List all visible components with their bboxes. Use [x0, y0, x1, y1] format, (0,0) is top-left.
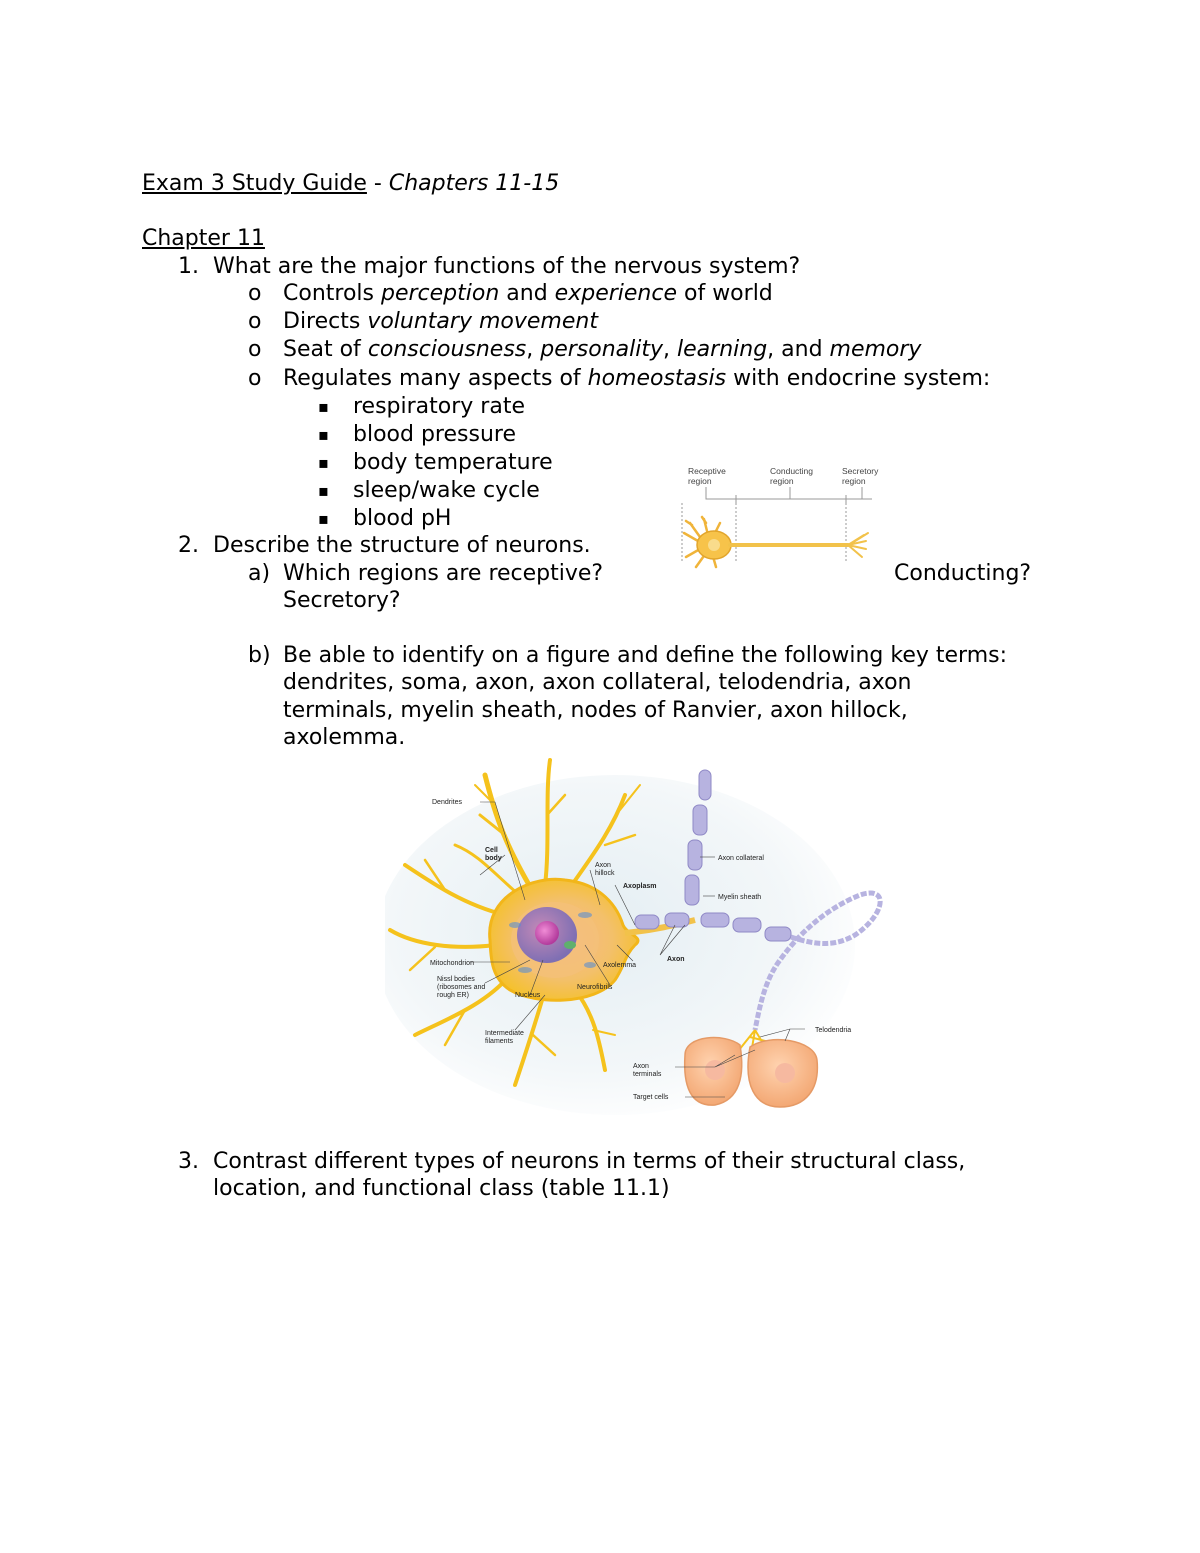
neuron-regions-figure [676, 463, 888, 593]
emphasized-term: consciousness [367, 337, 527, 362]
q2a-label: a) [248, 561, 271, 586]
axon-hillock-label-2: hillock [595, 870, 615, 877]
q1-bullet-marker: o [248, 337, 262, 362]
q1-subbullet-marker: ▪ [318, 425, 329, 444]
cell-body-label: Cell [485, 847, 498, 854]
q1-bullet-marker: o [248, 309, 262, 334]
q1-subbullet-marker: ▪ [318, 397, 329, 416]
secretory-region-label: Secretory [842, 466, 879, 476]
q1-subbullet-marker: ▪ [318, 509, 329, 528]
q1-subbullet-item: respiratory rate [353, 394, 525, 419]
q1-subbullet-item: sleep/wake cycle [353, 478, 540, 503]
myelin-sheath-label: Myelin sheath [718, 894, 762, 901]
item-text: of world [677, 281, 773, 306]
item-text: Seat of [283, 337, 368, 362]
emphasized-term: perception [380, 281, 500, 306]
q3-line-2: location, and functional class (table 11.1) [213, 1176, 670, 1201]
receptive-region-label: Receptive [688, 466, 726, 476]
axon-hillock-label: Axon [595, 862, 611, 869]
q1-subbullet-marker: ▪ [318, 481, 329, 500]
document-subtitle: Chapters 11-15 [388, 171, 560, 196]
document-title-line [142, 170, 559, 197]
emphasized-term: memory [829, 337, 922, 362]
telodendria-label: Telodendria [815, 1027, 852, 1034]
emphasized-term: learning [677, 337, 768, 362]
item-text: Controls [283, 281, 381, 306]
q1-subbullet-item: body temperature [353, 450, 553, 475]
small-neuron-drawing [684, 517, 868, 567]
nissl-bodies-label-3: rough ER) [437, 992, 469, 999]
mitochondrion-label: Mitochondrion [430, 960, 474, 967]
q2b-line-2: dendrites, soma, axon, axon collateral, telodendria, axon [283, 670, 912, 695]
cell-body-label-2: body [485, 855, 502, 862]
emphasized-term: personality [540, 337, 664, 362]
emphasized-term: experience [554, 281, 677, 306]
document-title: Exam 3 Study Guide [142, 171, 367, 196]
item-text: , [663, 337, 678, 362]
q2b-line-1: Be able to identify on a figure and define the following key terms: [283, 643, 1008, 668]
receptive-region-label-2: region [688, 476, 712, 486]
q1-bullet-item [283, 280, 773, 307]
dendrites-label: Dendrites [432, 799, 462, 806]
q2a-text: Which regions are receptive? [283, 561, 604, 586]
axolemma-label: Axolemma [603, 962, 637, 969]
q1-subbullet-item: blood pH [353, 506, 452, 531]
emphasized-term: homeostasis [587, 366, 727, 391]
q1-bullet-marker: o [248, 281, 262, 306]
q2b-line-4: axolemma. [283, 725, 406, 750]
item-text: , [526, 337, 541, 362]
q1-subbullet-marker: ▪ [318, 453, 329, 472]
item-text: and [499, 281, 555, 306]
item-text: , and [767, 337, 830, 362]
intermediate-filaments-label-2: filaments [485, 1038, 514, 1045]
q2a-text-secretory: Secretory? [283, 588, 401, 613]
axon-terminals-label-2: terminals [633, 1071, 662, 1078]
q3-line-1: Contrast different types of neurons in terms of their structural class, [213, 1149, 966, 1174]
item-text: Regulates many aspects of [283, 366, 588, 391]
q1-question: What are the major functions of the nervous system? [213, 254, 801, 279]
title-separator: - [366, 171, 389, 196]
axoplasm-label: Axoplasm [623, 883, 657, 890]
q1-bullet-item [283, 336, 921, 363]
emphasized-term: voluntary movement [367, 309, 598, 334]
q2a-text-conducting: Conducting? [894, 561, 1032, 586]
q2-question: Describe the structure of neurons. [213, 533, 591, 558]
axon-collateral-label: Axon collateral [718, 855, 764, 862]
secretory-region-label-2: region [842, 476, 866, 486]
nucleus-label: Nucleus [515, 992, 541, 999]
nissl-bodies-label: Nissl bodies [437, 976, 475, 983]
chapter-heading: Chapter 11 [142, 226, 265, 251]
axon-label: Axon [667, 956, 685, 963]
conducting-region-label-2: region [770, 476, 794, 486]
target-cells-drawing [685, 1038, 818, 1107]
nissl-bodies-label-2: (ribosomes and [437, 984, 486, 991]
q1-bullet-item [283, 308, 598, 335]
conducting-region-label: Conducting [770, 466, 814, 476]
q1-bullet-item [283, 365, 990, 392]
q1-number: 1. [178, 254, 199, 279]
q2-number: 2. [178, 533, 199, 558]
q1-bullet-marker: o [248, 366, 262, 391]
neurofibrils-label: Neurofibrils [577, 984, 613, 991]
intermediate-filaments-label: Intermediate [485, 1030, 524, 1037]
axon-terminals-label: Axon [633, 1063, 649, 1070]
q2b-label: b) [248, 643, 271, 668]
q2b-line-3: terminals, myelin sheath, nodes of Ranvier, axon hillock, [283, 698, 908, 723]
target-cells-label: Target cells [633, 1094, 669, 1101]
q1-subbullet-item: blood pressure [353, 422, 516, 447]
item-text: Directs [283, 309, 368, 334]
neuron-anatomy-figure [385, 755, 890, 1120]
q3-number: 3. [178, 1149, 199, 1174]
item-text: with endocrine system: [726, 366, 991, 391]
